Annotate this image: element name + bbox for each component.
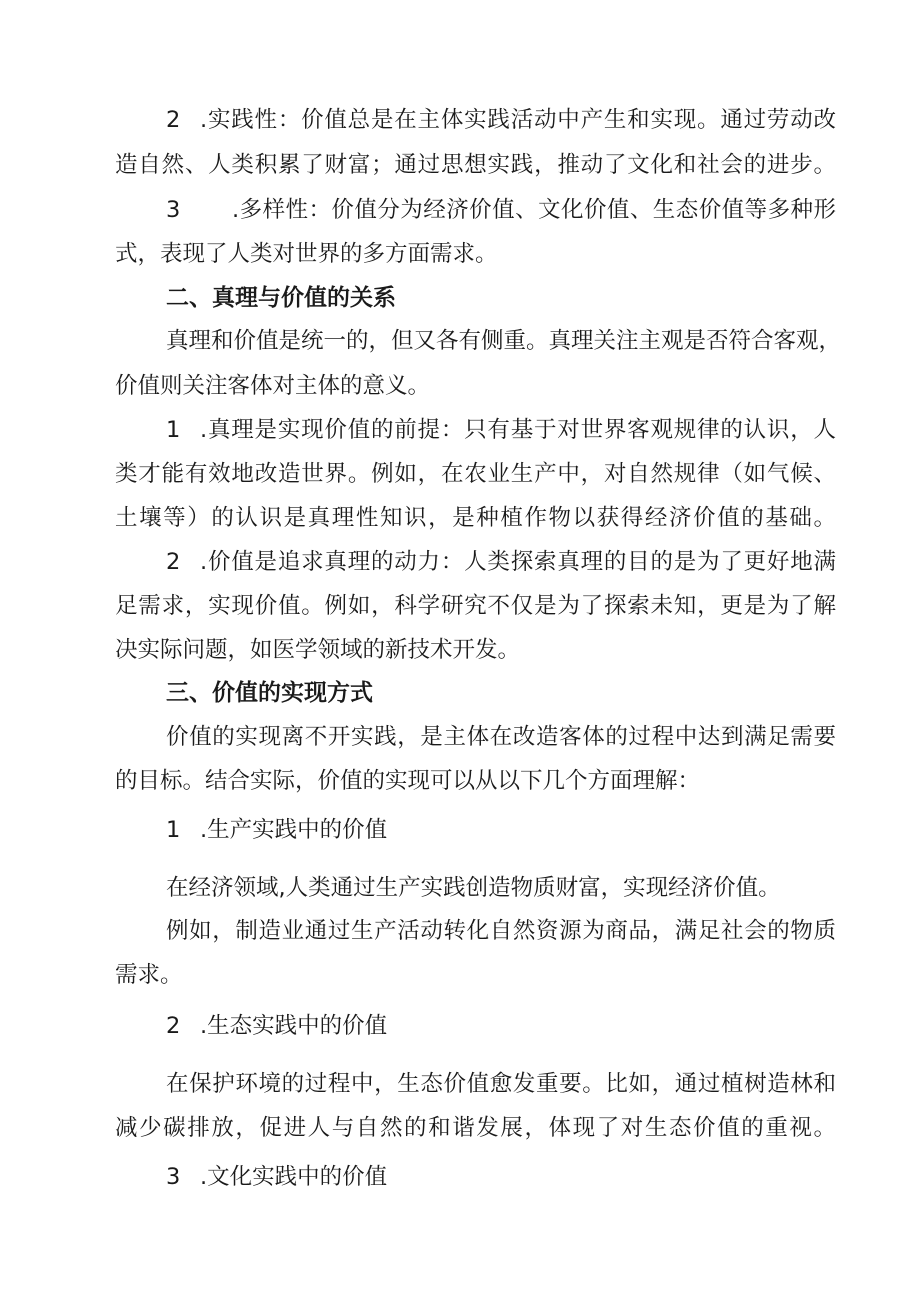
item-text: .生产实践中的价值 — [200, 817, 388, 843]
section3-sub2-para-line2: 减少碳排放，促进人与自然的和谐发展，体现了对生态价值的重视。 — [115, 1115, 836, 1141]
section3-intro-line1: 价值的实现离不开实践，是主体在改造客体的过程中达到满足需要 — [166, 724, 836, 750]
item-number: 1 — [166, 417, 181, 443]
item-number: 3 — [166, 1164, 181, 1190]
item-text: .价值是追求真理的动力：人类探索真理的目的是为了更好地满 — [200, 549, 836, 575]
item-number: 3 — [166, 197, 181, 223]
item-text: .真理是实现价值的前提：只有基于对世界客观规律的认识，人 — [200, 417, 836, 443]
item-number: 2 — [166, 1013, 181, 1039]
item2-practicality-line2: 造自然、人类积累了财富；通过思想实践，推动了文化和社会的进步。 — [115, 152, 836, 178]
section3-sub1-para2-line2: 需求。 — [115, 962, 183, 988]
section2-item2-line1 — [166, 547, 836, 577]
section2-item2-line3: 决实际问题，如医学领域的新技术开发。 — [115, 637, 521, 663]
item3-diversity-line2: 式，表现了人类对世界的多方面需求。 — [115, 241, 498, 267]
section2-item1-line3: 土壤等）的认识是真理性知识，是种植作物以获得经济价值的基础。 — [115, 505, 836, 531]
item-number: 2 — [166, 549, 181, 575]
item-number: 1 — [166, 817, 181, 843]
item-text: .实践性：价值总是在主体实践活动中产生和实现。通过劳动改 — [200, 107, 836, 133]
section3-sub3-title — [166, 1162, 387, 1192]
item-text: .文化实践中的价值 — [200, 1164, 388, 1190]
section3-sub2-title — [166, 1011, 387, 1041]
item-number: 2 — [166, 107, 181, 133]
section2-intro-line2: 价值则关注客体对主体的意义。 — [115, 373, 431, 399]
item-text: .生态实践中的价值 — [200, 1013, 388, 1039]
item-text: .多样性：价值分为经济价值、文化价值、生态价值等多种形 — [232, 197, 836, 223]
section2-item2-line2: 足需求，实现价值。例如，科学研究不仅是为了探索未知，更是为了解 — [115, 593, 836, 619]
section3-sub1-title — [166, 815, 387, 845]
section3-sub1-para2-line1: 例如，制造业通过生产活动转化自然资源为商品，满足社会的物质 — [166, 918, 836, 944]
section2-heading: 二、真理与价值的关系 — [166, 285, 396, 311]
section2-item1-line1 — [166, 415, 836, 445]
section3-sub1-para1: 在经济领域,人类通过生产实践创造物质财富，实现经济价值。 — [166, 875, 781, 901]
item3-diversity-line1 — [166, 195, 836, 225]
section3-sub2-para-line1: 在保护环境的过程中，生态价值愈发重要。比如，通过植树造林和 — [166, 1071, 836, 1097]
section2-intro-line1: 真理和价值是统一的，但又各有侧重。真理关注主观是否符合客观， — [166, 328, 842, 354]
section3-intro-line2: 的目标。结合实际，价值的实现可以从以下几个方面理解： — [115, 768, 701, 794]
section2-item1-line2: 类才能有效地改造世界。例如，在农业生产中，对自然规律（如气候、 — [115, 461, 836, 487]
section3-heading: 三、价值的实现方式 — [166, 680, 373, 706]
item2-practicality-line1 — [166, 105, 836, 135]
